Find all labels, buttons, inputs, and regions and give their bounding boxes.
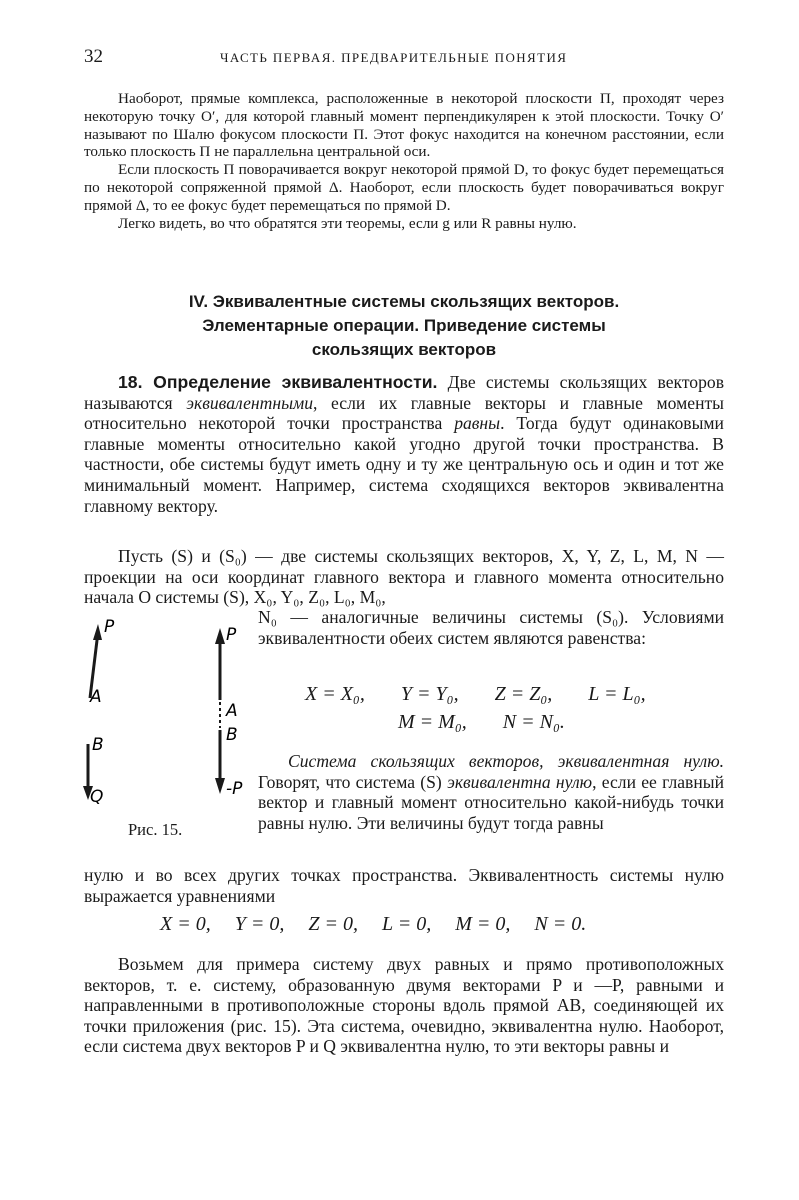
equation: Z = 0,: [308, 913, 358, 935]
label-b-left: B: [92, 735, 104, 755]
para-example-text: Возьмем для примера систему двух равных и прямо противоположных векторов, т. е. систему, образованную двумя векторами P и —P, равными и направленными в противоположные стороны вдоль прямой AB, соединяющей их точки приложения (рис. 15). Эта система, очевидно, эквивалентна нулю. Наоборот, если система двух векторов P и Q эквивалентна нулю, то эти векторы равны и: [84, 954, 724, 1057]
running-head: ЧАСТЬ ПЕРВАЯ. ПРЕДВАРИТЕЛЬНЫЕ ПОНЯТИЯ: [220, 50, 568, 65]
para-let-continued: [258, 607, 724, 648]
arrowhead-p-left: [93, 624, 102, 640]
para-let-continued-text: N₀ — аналогичные величины системы (S₀). Условиями эквивалентности обеих систем являются равенства:: [258, 607, 724, 648]
para-zero-continued: [84, 865, 724, 906]
label-q-left: Q: [90, 787, 104, 807]
equation: Z = Z₀,: [494, 683, 553, 705]
equation: N = N₀.: [502, 711, 565, 733]
term-zero: эквивалентна нулю: [447, 771, 593, 792]
term-zero-system: Система скользящих векторов, эквивалентная нулю.: [288, 751, 724, 771]
para-zero-text: [258, 751, 724, 833]
text-run: . Тогда будут одинаковыми главные моменты относительно какой угодно другой точки пространства. В частности, обе системы будут иметь одну и ту же центральную ось и один и тот же минимальный момент. Например, система сходящихся векторов эквивалентна главному вектору.: [84, 413, 724, 516]
para-18-heading: 18. Определение эквивалентности.: [118, 372, 438, 392]
section-title-line: Элементарные операции. Приведение системы: [202, 316, 606, 335]
term-equal: равны: [454, 413, 501, 434]
equation: X = X₀,: [305, 683, 365, 705]
equations-row-2: [398, 711, 565, 734]
para-example: [84, 954, 724, 1057]
term-equivalent: эквивалентными: [186, 392, 314, 413]
page-header: [84, 46, 725, 72]
arrowhead-minus-p: [215, 778, 225, 794]
para-let-text: Пусть (S) и (S₀) — две системы скользящих векторов, X, Y, Z, L, M, N — проекции на оси координат главного вектора и главного момента относительно начала O системы (S), X₀, Y₀, Z₀, L₀, M₀,: [84, 546, 724, 608]
equation: L = L₀,: [588, 683, 646, 705]
equation: M = 0,: [455, 913, 511, 935]
label-minus-p: -P: [226, 779, 243, 799]
equation: N = 0.: [534, 913, 587, 935]
equation: Y = Y₀,: [400, 683, 459, 705]
para-let: [84, 546, 724, 608]
label-b-right: B: [226, 725, 238, 745]
text-run: , если ее главный вектор и главный момент относительно какой-нибудь точки равны нулю. Эти величины будут тогда равны: [258, 771, 724, 833]
text-run: , если их главные векторы и главные моменты относительно некоторой точки пространства: [84, 392, 724, 434]
text-run: Говорят, что система (S): [258, 771, 448, 792]
section-title: [84, 290, 724, 362]
equation: L = 0,: [381, 913, 432, 935]
section-title-line: IV. Эквивалентные системы скользящих векторов.: [188, 292, 620, 311]
intro-paragraph: Наоборот, прямые комплекса, расположенные в некоторой плоскости Π, проходят через некоторую точку O′, для которой главный момент перпендикулярен к этой плоскости. Точку O′ называют по Шалю фокусом плоскости Π. Этот фокус находится на конечном расстоянии, если только плоскость Π не параллельна центральной оси.: [84, 90, 724, 161]
intro-text: [84, 90, 724, 232]
page-number: 32: [84, 46, 103, 67]
figure-caption: Рис. 15.: [128, 820, 183, 839]
label-p-left: P: [104, 617, 115, 637]
figure-15: [60, 610, 270, 840]
label-p-right: P: [226, 625, 237, 645]
equation: M = M₀,: [398, 711, 467, 733]
para-zero-continued-text: нулю и во всех других точках пространства. Эквивалентность системы нулю выражается уравнениями: [84, 865, 724, 906]
equation: X = 0,: [160, 913, 211, 935]
intro-paragraph: Легко видеть, во что обратятся эти теоремы, если g или R равны нулю.: [118, 214, 577, 232]
label-a-left: A: [90, 687, 102, 707]
text-run: Две системы скользящих векторов называются: [84, 372, 724, 413]
equation: Y = 0,: [234, 913, 285, 935]
equations-row-1: [305, 683, 646, 706]
para-zero: [258, 751, 724, 833]
equations-zero: [160, 913, 586, 936]
intro-paragraph: Если плоскость Π поворачивается вокруг некоторой прямой D, то фокус будет перемещаться по некоторой сопряженной прямой Δ. Наоборот, если плоскость будет поворачиваться вокруг прямой Δ, то ее фокус будет перемещаться по прямой D.: [84, 161, 724, 214]
para-18: [84, 372, 724, 516]
para-18-text: [84, 372, 724, 516]
label-a-right: A: [226, 701, 238, 721]
arrowhead-p-right: [215, 628, 225, 644]
section-title-line: скользящих векторов: [311, 340, 497, 359]
